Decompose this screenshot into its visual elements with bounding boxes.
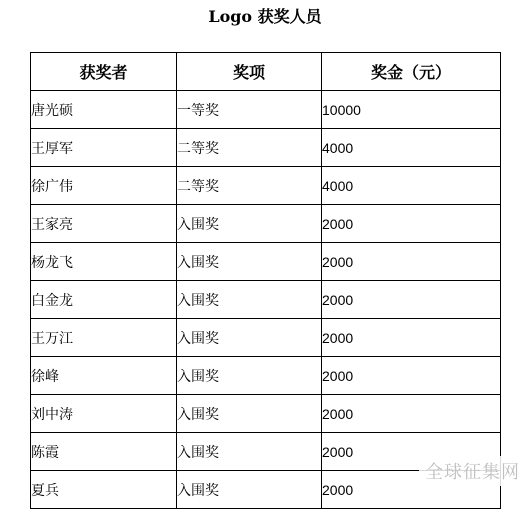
table-row	[31, 205, 501, 243]
award-level: 一等奖	[177, 91, 322, 129]
award-level: 入围奖	[177, 281, 322, 319]
award-level: 入围奖	[177, 471, 322, 509]
prize-amount: 2000	[322, 205, 501, 243]
awards-table	[30, 52, 501, 509]
winner-name: 唐光硕	[31, 91, 177, 129]
prize-amount: 2000	[322, 433, 501, 471]
award-level: 入围奖	[177, 357, 322, 395]
prize-amount: 2000	[322, 357, 501, 395]
winner-name: 杨龙飞	[31, 243, 177, 281]
prize-amount: 2000	[322, 395, 501, 433]
prize-amount: 4000	[322, 167, 501, 205]
table-row	[31, 281, 501, 319]
winner-name: 白金龙	[31, 281, 177, 319]
header-winner: 获奖者	[31, 53, 177, 91]
prize-amount: 2000	[322, 243, 501, 281]
prize-amount: 2000	[322, 319, 501, 357]
table-row	[31, 167, 501, 205]
page-title: Logo 获奖人员	[208, 7, 322, 26]
winner-name: 王家亮	[31, 205, 177, 243]
table-row	[31, 243, 501, 281]
prize-amount: 10000	[322, 91, 501, 129]
winner-name: 徐广伟	[31, 167, 177, 205]
award-level: 入围奖	[177, 433, 322, 471]
winner-name: 刘中涛	[31, 395, 177, 433]
award-level: 二等奖	[177, 129, 322, 167]
table-header-row	[31, 53, 501, 91]
award-level: 入围奖	[177, 243, 322, 281]
table-row	[31, 319, 501, 357]
table-row	[31, 357, 501, 395]
header-prize: 奖金（元）	[322, 53, 501, 91]
prize-amount: 2000	[322, 471, 501, 509]
table-row	[31, 395, 501, 433]
winner-name: 夏兵	[31, 471, 177, 509]
table-row	[31, 129, 501, 167]
award-level: 入围奖	[177, 205, 322, 243]
winner-name: 陈霞	[31, 433, 177, 471]
winner-name: 王厚军	[31, 129, 177, 167]
award-level: 入围奖	[177, 395, 322, 433]
award-level: 二等奖	[177, 167, 322, 205]
prize-amount: 2000	[322, 281, 501, 319]
winner-name: 徐峰	[31, 357, 177, 395]
watermark-logo: 全球征集网	[419, 456, 526, 486]
prize-amount: 4000	[322, 129, 501, 167]
table-row	[31, 91, 501, 129]
award-level: 入围奖	[177, 319, 322, 357]
winner-name: 王万江	[31, 319, 177, 357]
header-award: 奖项	[177, 53, 322, 91]
